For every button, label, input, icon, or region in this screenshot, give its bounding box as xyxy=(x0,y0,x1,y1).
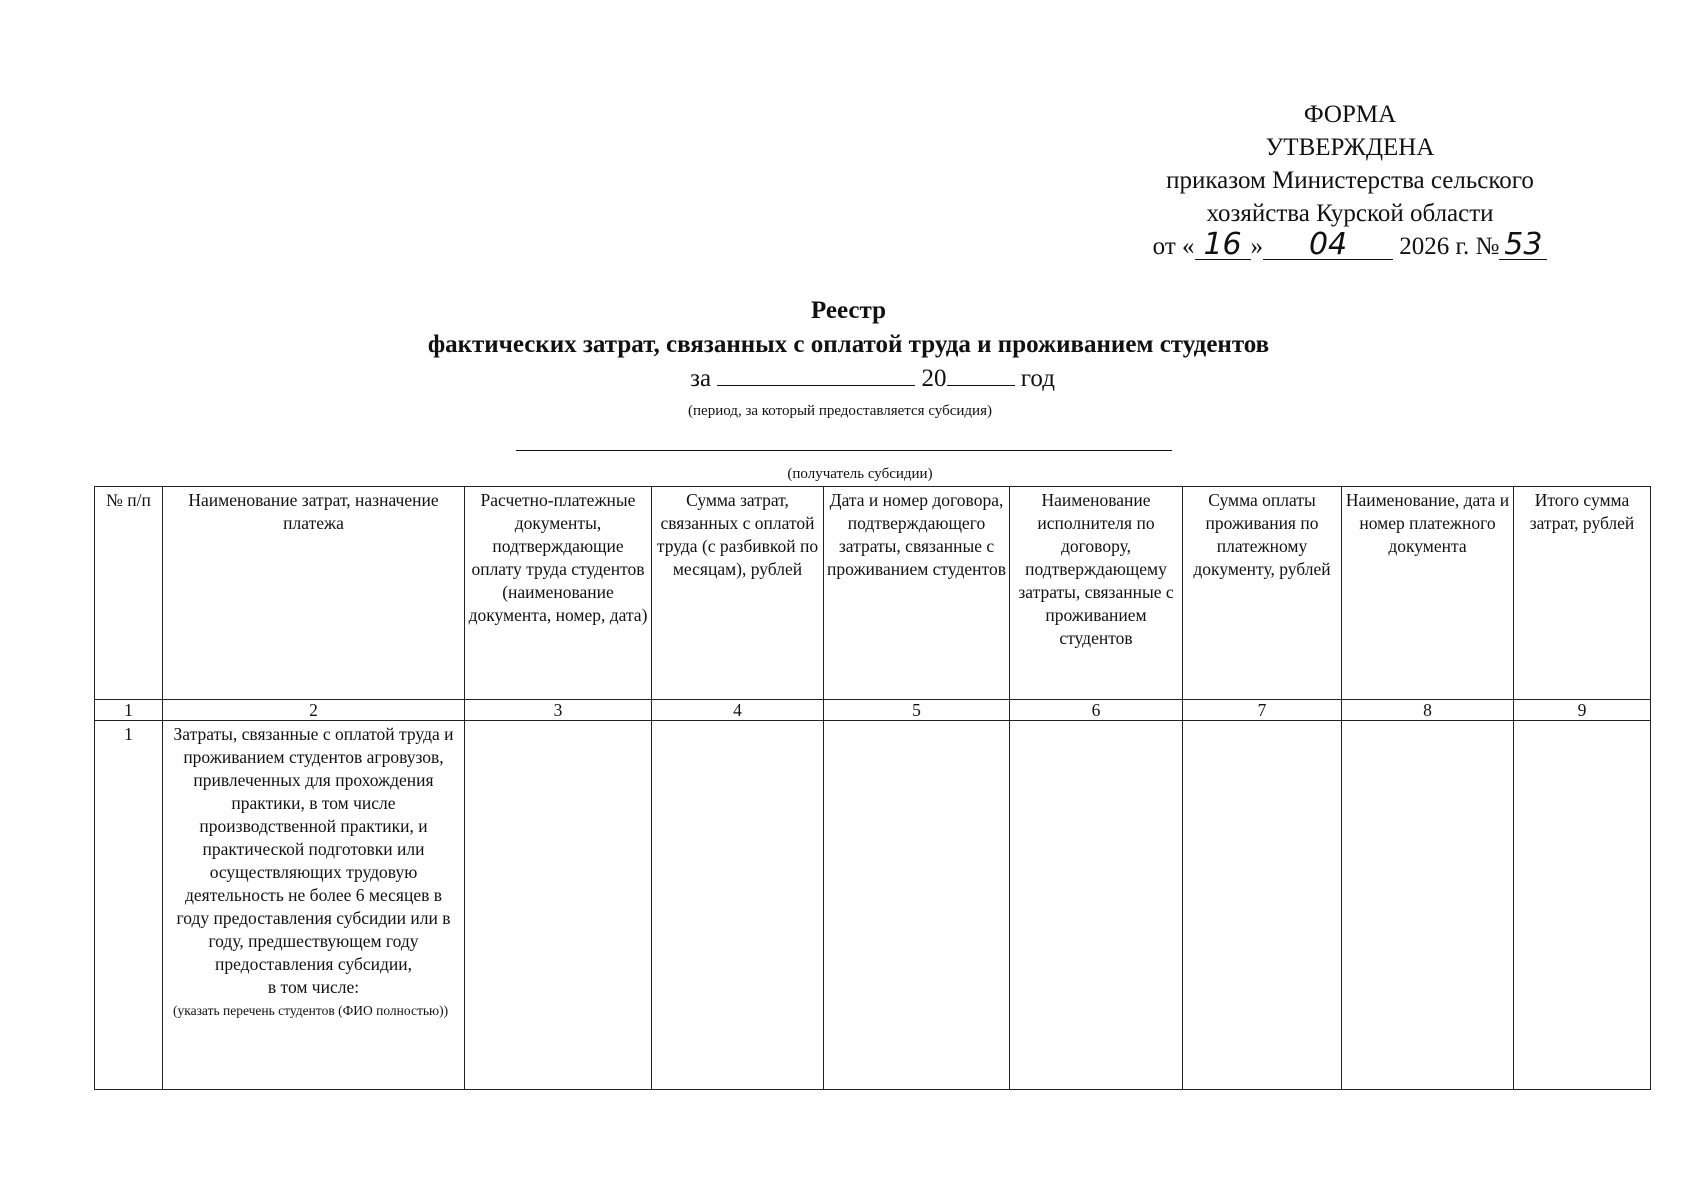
header-cell: Наименование затрат, назначение платежа xyxy=(163,487,465,700)
header-cell: Итого сумма затрат, рублей xyxy=(1514,487,1651,700)
period-prefix: за xyxy=(690,365,712,392)
recipient-blank-line xyxy=(516,450,1172,451)
header-cell: № п/п xyxy=(95,487,163,700)
approval-form-label: ФОРМА xyxy=(1303,101,1397,128)
description-text: Затраты, связанные с оплатой труда и проживанием студентов агровузов, привлеченных для прохождения практики, в том числе производственной практики, и практической подготовки или осуществляющих трудовую деятельность не более 6 месяцев в году предоставления субсидии или в году, предшествующем году предоставления субсидии, xyxy=(173,724,454,974)
handwritten-day: 16 xyxy=(1195,231,1251,260)
document-title xyxy=(0,294,1697,396)
table-row xyxy=(95,721,1651,1090)
title-subject: фактических затрат, связанных с оплатой труда и проживанием студентов xyxy=(427,331,1270,358)
empty-cell xyxy=(824,721,1010,1090)
row-number: 1 xyxy=(95,721,163,1090)
period-caption: (период, за который предоставляется субсидия) xyxy=(688,403,992,419)
table-header-row xyxy=(95,487,1651,700)
column-number: 9 xyxy=(1514,700,1651,721)
column-number: 6 xyxy=(1010,700,1183,721)
empty-cell xyxy=(1183,721,1342,1090)
header-cell: Наименование исполнителя по договору, подтверждающему затраты, связанные с проживанием студентов xyxy=(1010,487,1183,700)
column-number: 2 xyxy=(163,700,465,721)
empty-cell xyxy=(465,721,652,1090)
column-number: 3 xyxy=(465,700,652,721)
approval-approved-label: УТВЕРЖДЕНА xyxy=(1265,134,1435,161)
approval-date-line xyxy=(1120,227,1580,263)
column-number-row xyxy=(95,700,1651,721)
date-prefix: от « xyxy=(1152,233,1195,260)
empty-cell xyxy=(1514,721,1651,1090)
period-suffix: год xyxy=(1020,365,1055,392)
column-number: 5 xyxy=(824,700,1010,721)
column-number: 1 xyxy=(95,700,163,721)
including-label: в том числе: xyxy=(267,977,360,997)
header-cell: Сумма оплаты проживания по платежному документу, рублей xyxy=(1183,487,1342,700)
header-cell: Дата и номер договора, подтверждающего затраты, связанные с проживанием студентов xyxy=(824,487,1010,700)
period-blank xyxy=(717,363,915,386)
column-number: 4 xyxy=(652,700,824,721)
column-number: 7 xyxy=(1183,700,1342,721)
row-description xyxy=(163,721,465,1090)
header-cell: Расчетно-платежные документы, подтверждающие оплату труда студентов (наименование документа, номер, дата) xyxy=(465,487,652,700)
approval-order-line: приказом Министерства сельского xyxy=(1166,167,1534,194)
title-registry: Реестр xyxy=(810,297,887,324)
approval-stamp xyxy=(1120,98,1580,263)
registry-table xyxy=(94,486,1651,1090)
date-mid: » xyxy=(1250,233,1264,260)
column-number: 8 xyxy=(1342,700,1514,721)
date-year: 2026 г. № xyxy=(1399,233,1500,260)
empty-cell xyxy=(1010,721,1183,1090)
handwritten-month: 04 xyxy=(1263,231,1393,260)
year-blank xyxy=(947,363,1015,386)
header-cell: Наименование, дата и номер платежного документа xyxy=(1342,487,1514,700)
approval-ministry-line: хозяйства Курской области xyxy=(1206,200,1494,227)
header-cell: Сумма затрат, связанных с оплатой труда (с разбивкой по месяцам), рублей xyxy=(652,487,824,700)
recipient-caption: (получатель субсидии) xyxy=(787,466,933,482)
handwritten-order-number: 53 xyxy=(1499,231,1547,260)
title-period-line xyxy=(48,362,1697,396)
empty-cell xyxy=(1342,721,1514,1090)
students-note: (указать перечень студентов (ФИО полностью)) xyxy=(173,1003,449,1018)
empty-cell xyxy=(652,721,824,1090)
period-mid: 20 xyxy=(921,365,947,392)
